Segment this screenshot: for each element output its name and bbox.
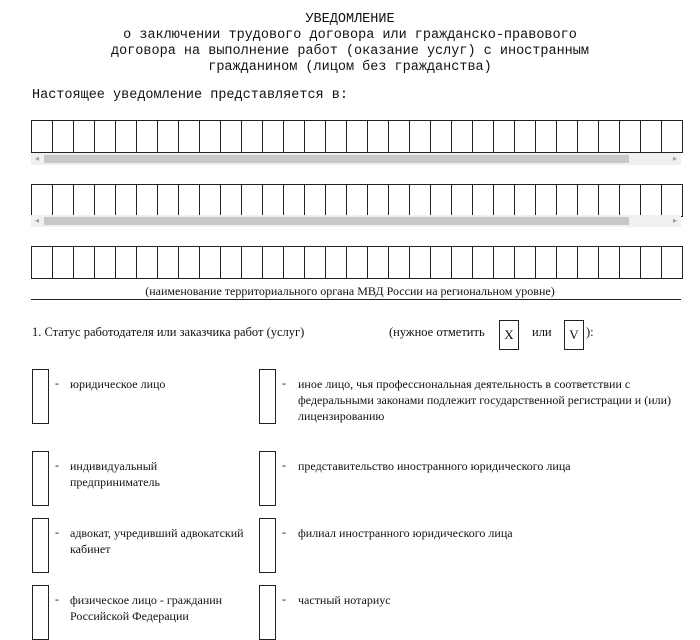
letter-cell[interactable]: [263, 120, 284, 153]
form-title-line-2: договора на выполнение работ (оказание услуг) с иностранным: [111, 44, 589, 59]
letter-cell[interactable]: [368, 120, 389, 153]
letter-cell[interactable]: [599, 120, 620, 153]
letter-cell[interactable]: [200, 184, 221, 217]
letter-cell[interactable]: [158, 120, 179, 153]
letter-cell[interactable]: [32, 120, 53, 153]
option-dash: -: [282, 592, 286, 606]
letter-cell[interactable]: [53, 184, 74, 217]
letter-cell[interactable]: [137, 246, 158, 279]
letter-cell[interactable]: [158, 184, 179, 217]
option-dash: -: [55, 592, 59, 606]
letter-cell[interactable]: [473, 184, 494, 217]
letter-cell[interactable]: [368, 246, 389, 279]
letter-cell[interactable]: [599, 246, 620, 279]
letter-cell[interactable]: [578, 120, 599, 153]
letter-cell[interactable]: [452, 120, 473, 153]
other-person-label: [298, 376, 700, 424]
letter-cell[interactable]: [620, 184, 641, 217]
letter-cell[interactable]: [410, 120, 431, 153]
letter-cell[interactable]: [221, 246, 242, 279]
individual-line-2: предприниматель: [70, 475, 160, 489]
letter-cell[interactable]: [284, 120, 305, 153]
lawyer-label: [70, 525, 244, 557]
letter-cell[interactable]: [32, 246, 53, 279]
citizen-checkbox[interactable]: [32, 585, 49, 640]
intro-text: Настоящее уведомление представляется в:: [32, 88, 348, 103]
letter-cell[interactable]: [662, 246, 683, 279]
notary-label: частный нотариус: [298, 593, 391, 607]
status-label: 1. Статус работодателя или заказчика работ (услуг): [32, 325, 305, 339]
letter-cell[interactable]: [620, 246, 641, 279]
letter-cell[interactable]: [305, 184, 326, 217]
option-dash: -: [282, 458, 286, 472]
form-title: [0, 12, 700, 76]
branch-checkbox[interactable]: [259, 518, 276, 573]
mark-end: ):: [586, 325, 594, 339]
citizen-line-2: Российской Федерации: [70, 609, 189, 623]
letter-cell[interactable]: [536, 120, 557, 153]
letter-cell[interactable]: [662, 184, 683, 217]
letter-cell[interactable]: [410, 184, 431, 217]
letter-cell[interactable]: [95, 184, 116, 217]
letter-cell[interactable]: [179, 184, 200, 217]
letter-cell[interactable]: [74, 184, 95, 217]
scroll-left-icon[interactable]: ◂: [34, 216, 39, 225]
organ-grid-row-2[interactable]: [31, 184, 682, 217]
citizen-line-1: физическое лицо - гражданин: [70, 593, 223, 607]
other-person-line-2: федеральными законами подлежит государственной регистрации и (или): [298, 393, 672, 407]
letter-cell[interactable]: [599, 184, 620, 217]
option-dash: -: [282, 376, 286, 390]
letter-cell[interactable]: [557, 246, 578, 279]
lawyer-line-2: кабинет: [70, 542, 111, 556]
rep-office-checkbox[interactable]: [259, 451, 276, 506]
letter-cell[interactable]: [284, 246, 305, 279]
letter-cell[interactable]: [431, 184, 452, 217]
letter-cell[interactable]: [326, 246, 347, 279]
letter-cell[interactable]: [74, 120, 95, 153]
letter-cell[interactable]: [641, 120, 662, 153]
letter-cell[interactable]: [641, 184, 662, 217]
mark-v-sample: V: [564, 320, 584, 350]
option-dash: -: [55, 458, 59, 472]
letter-cell[interactable]: [263, 246, 284, 279]
letter-cell[interactable]: [347, 246, 368, 279]
mark-x-sample: X: [499, 320, 519, 350]
letter-cell[interactable]: [494, 120, 515, 153]
letter-cell[interactable]: [536, 184, 557, 217]
letter-cell[interactable]: [557, 120, 578, 153]
legal-entity-label: юридическое лицо: [70, 377, 166, 391]
lawyer-checkbox[interactable]: [32, 518, 49, 573]
letter-cell[interactable]: [515, 246, 536, 279]
letter-cell[interactable]: [116, 184, 137, 217]
letter-cell[interactable]: [347, 184, 368, 217]
form-title-line-3: гражданином (лицом без гражданства): [208, 60, 492, 75]
form-heading: УВЕДОМЛЕНИЕ: [305, 12, 395, 27]
letter-cell[interactable]: [95, 120, 116, 153]
letter-cell[interactable]: [473, 120, 494, 153]
other-person-line-3: лицензированию: [298, 409, 385, 423]
rep-office-label: представительство иностранного юридического лица: [298, 459, 571, 473]
organ-grid-row-1[interactable]: [31, 120, 682, 153]
letter-cell[interactable]: [242, 184, 263, 217]
scrollbar-row-1[interactable]: [31, 153, 681, 165]
letter-cell[interactable]: [578, 184, 599, 217]
letter-cell[interactable]: [95, 246, 116, 279]
letter-cell[interactable]: [326, 120, 347, 153]
individual-entrepreneur-checkbox[interactable]: [32, 451, 49, 506]
citizen-label: [70, 592, 222, 624]
option-dash: -: [55, 376, 59, 390]
letter-cell[interactable]: [641, 246, 662, 279]
letter-cell[interactable]: [368, 184, 389, 217]
letter-cell[interactable]: [200, 246, 221, 279]
letter-cell[interactable]: [221, 184, 242, 217]
letter-cell[interactable]: [32, 184, 53, 217]
letter-cell[interactable]: [620, 120, 641, 153]
separator-line: [31, 299, 681, 300]
letter-cell[interactable]: [200, 120, 221, 153]
letter-cell[interactable]: [662, 120, 683, 153]
letter-cell[interactable]: [263, 184, 284, 217]
scrollbar-row-2[interactable]: [31, 215, 681, 227]
mark-or: или: [532, 325, 552, 339]
letter-cell[interactable]: [116, 120, 137, 153]
scroll-right-icon[interactable]: ▸: [672, 154, 677, 163]
letter-cell[interactable]: [347, 120, 368, 153]
letter-cell[interactable]: [137, 120, 158, 153]
letter-cell[interactable]: [389, 120, 410, 153]
lawyer-line-1: адвокат, учредивший адвокатский: [70, 526, 244, 540]
branch-label: филиал иностранного юридического лица: [298, 526, 513, 540]
individual-entrepreneur-label: [70, 458, 160, 490]
letter-cell[interactable]: [494, 184, 515, 217]
individual-line-1: индивидуальный: [70, 459, 158, 473]
form-title-line-1: о заключении трудового договора или гражданско-правового: [123, 28, 577, 43]
letter-cell[interactable]: [53, 120, 74, 153]
organ-caption: (наименование территориального органа МВД России на региональном уровне): [145, 284, 555, 298]
letter-cell[interactable]: [431, 246, 452, 279]
scroll-left-icon[interactable]: ◂: [34, 154, 39, 163]
letter-cell[interactable]: [389, 246, 410, 279]
letter-cell[interactable]: [305, 246, 326, 279]
option-dash: -: [282, 525, 286, 539]
scroll-right-icon[interactable]: ▸: [672, 216, 677, 225]
letter-cell[interactable]: [410, 246, 431, 279]
letter-cell[interactable]: [452, 184, 473, 217]
letter-cell[interactable]: [221, 120, 242, 153]
letter-cell[interactable]: [578, 246, 599, 279]
letter-cell[interactable]: [137, 184, 158, 217]
organ-grid-row-3[interactable]: [31, 246, 682, 279]
letter-cell[interactable]: [431, 120, 452, 153]
letter-cell[interactable]: [179, 246, 200, 279]
legal-entity-checkbox[interactable]: [32, 369, 49, 424]
letter-cell[interactable]: [158, 246, 179, 279]
notary-checkbox[interactable]: [259, 585, 276, 640]
mark-hint: (нужное отметить: [389, 325, 485, 339]
letter-cell[interactable]: [515, 120, 536, 153]
scrollbar-thumb[interactable]: [44, 217, 629, 225]
letter-cell[interactable]: [74, 246, 95, 279]
letter-cell[interactable]: [515, 184, 536, 217]
letter-cell[interactable]: [452, 246, 473, 279]
letter-cell[interactable]: [179, 120, 200, 153]
letter-cell[interactable]: [389, 184, 410, 217]
letter-cell[interactable]: [536, 246, 557, 279]
option-dash: -: [55, 525, 59, 539]
letter-cell[interactable]: [116, 246, 137, 279]
letter-cell[interactable]: [326, 184, 347, 217]
letter-cell[interactable]: [557, 184, 578, 217]
letter-cell[interactable]: [53, 246, 74, 279]
letter-cell[interactable]: [473, 246, 494, 279]
scrollbar-thumb[interactable]: [44, 155, 629, 163]
letter-cell[interactable]: [242, 246, 263, 279]
other-person-line-1: иное лицо, чья профессиональная деятельность в соответствии с: [298, 377, 631, 391]
letter-cell[interactable]: [242, 120, 263, 153]
letter-cell[interactable]: [494, 246, 515, 279]
letter-cell[interactable]: [284, 184, 305, 217]
other-person-checkbox[interactable]: [259, 369, 276, 424]
letter-cell[interactable]: [305, 120, 326, 153]
